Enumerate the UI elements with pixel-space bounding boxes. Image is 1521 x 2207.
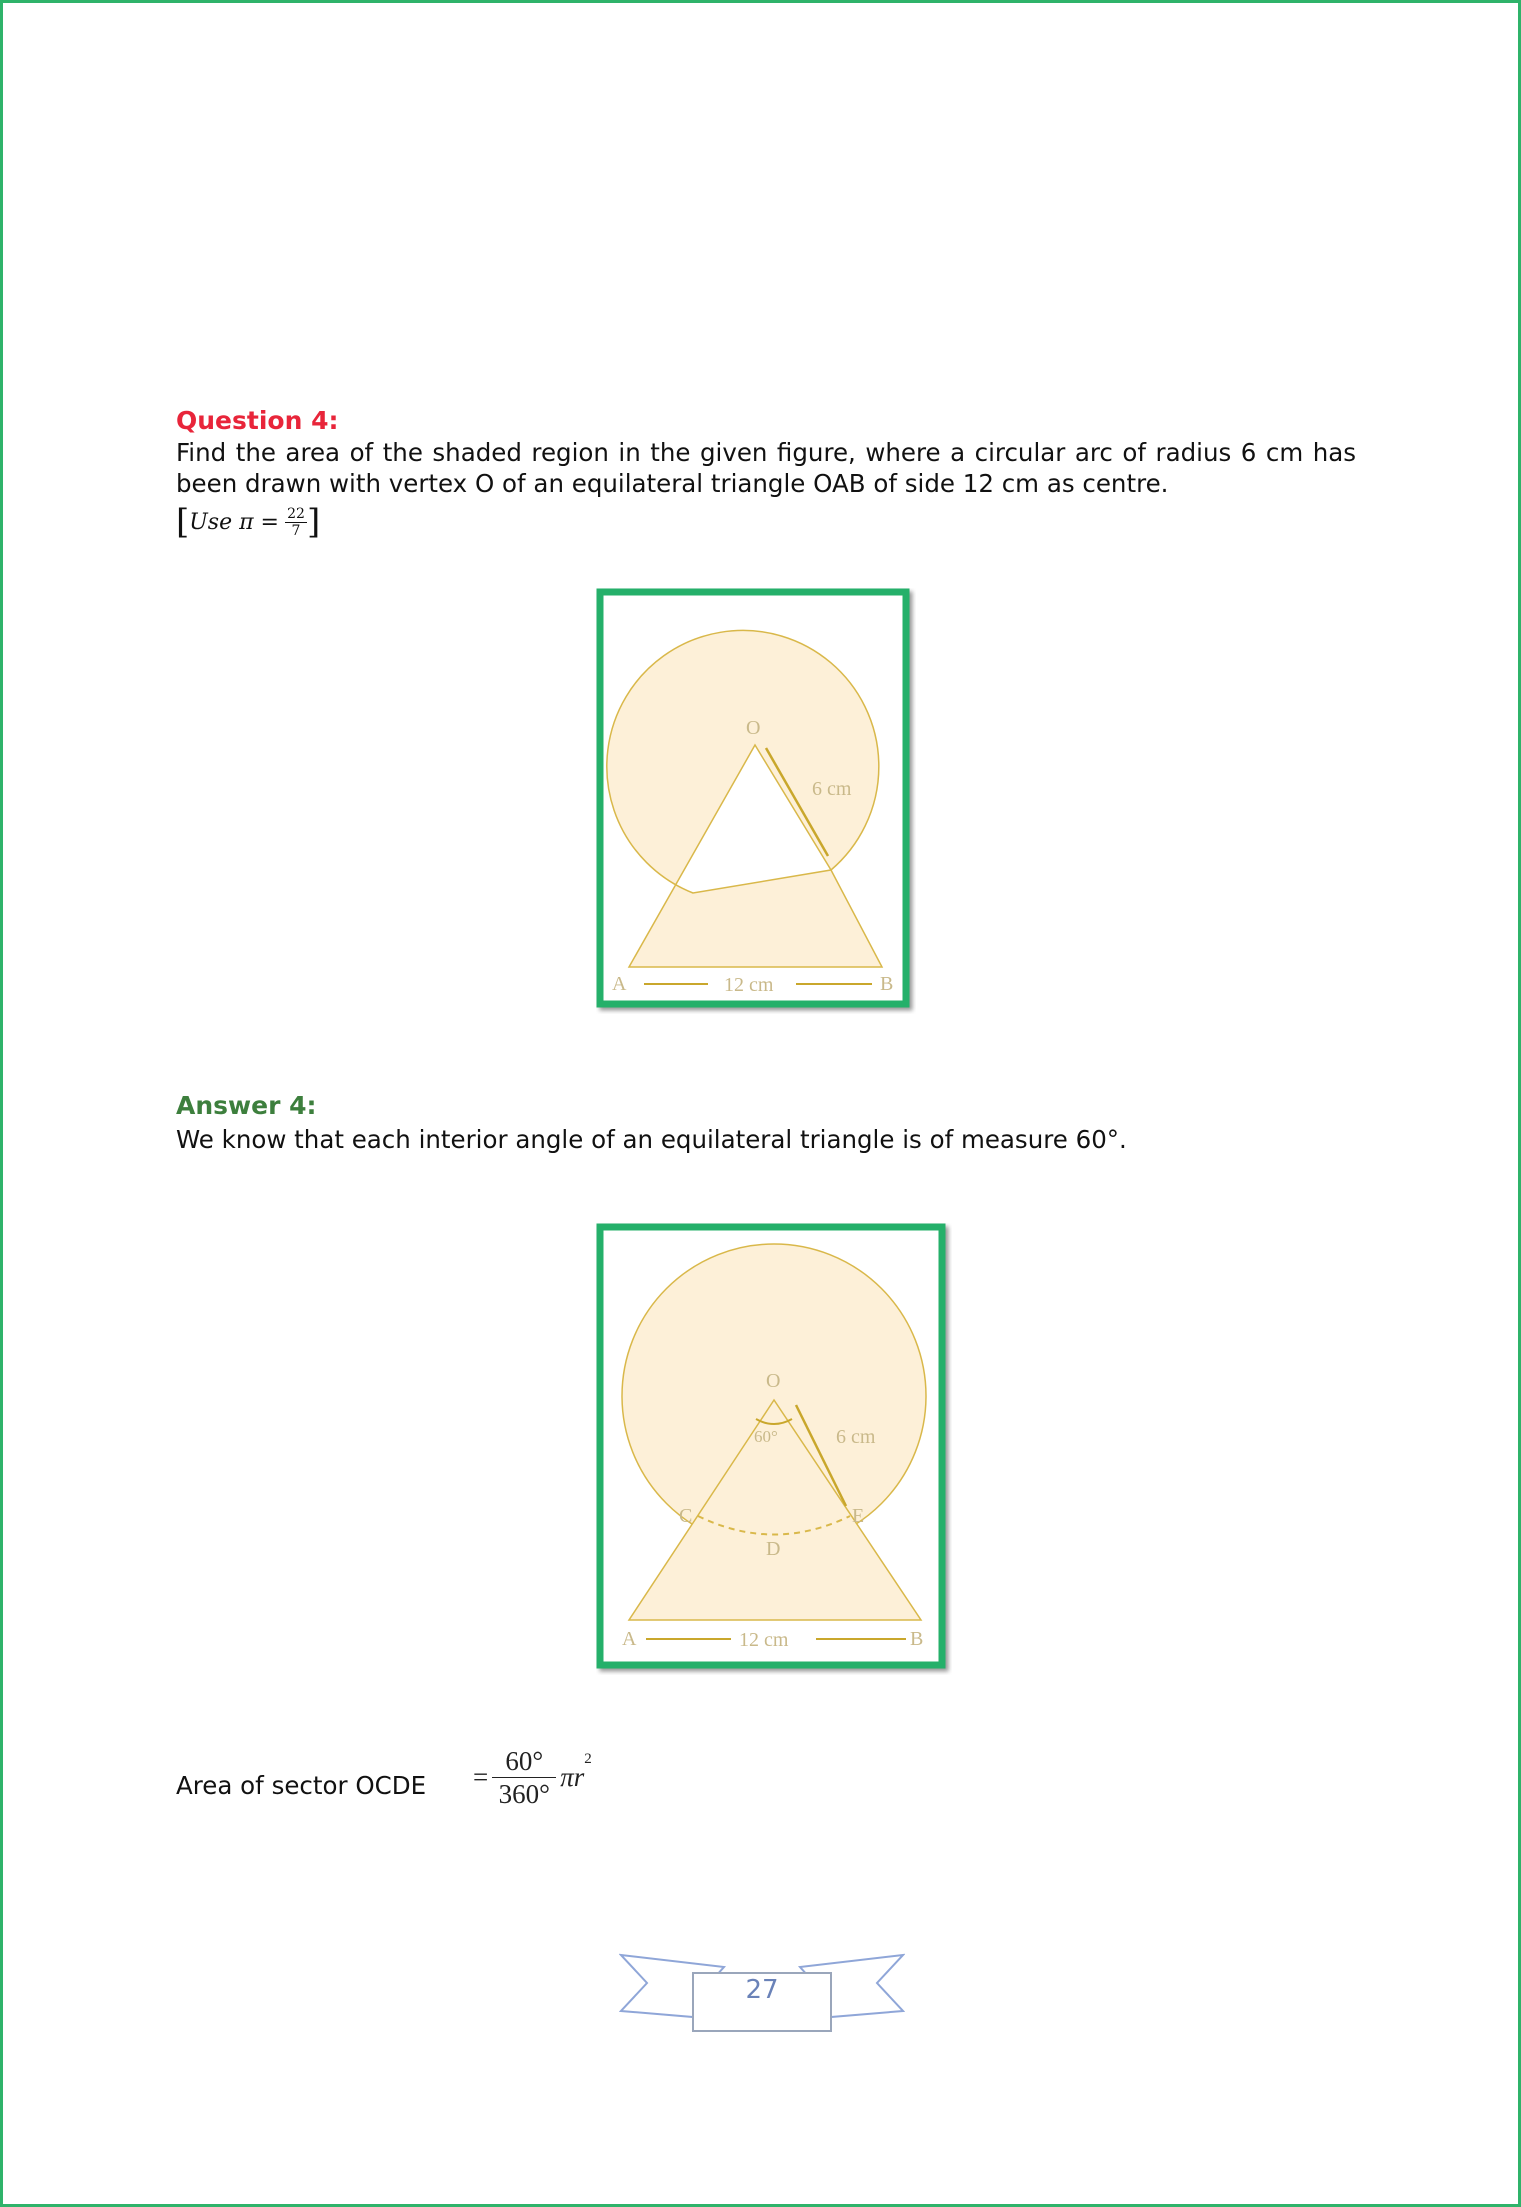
label-a: A (622, 1628, 637, 1650)
formula-tail: πr (560, 1762, 585, 1792)
question-title: Question 4: (176, 406, 339, 435)
side-label: 12 cm (724, 974, 774, 996)
answer-text: We know that each interior angle of an equilateral triangle is of measure 60°. (176, 1125, 1127, 1154)
angle-label: 60° (754, 1427, 778, 1446)
label-d: D (766, 1538, 781, 1560)
radius-label: 6 cm (836, 1426, 876, 1448)
page-number: 27 (745, 1975, 779, 2005)
label-o: O (746, 717, 761, 739)
pi-fraction (285, 506, 307, 539)
label-b: B (910, 1628, 924, 1650)
question-text: Find the area of the shaded region in the given figure, where a circular arc of radius 6 cm has been drawn with vertex O of an equilateral triangle OAB of side 12 cm as centre. (176, 438, 1356, 498)
sector-formula (473, 1745, 592, 1810)
figure-2 (596, 1223, 952, 1675)
figure-1 (596, 588, 916, 1014)
label-a: A (612, 973, 627, 995)
side-label: 12 cm (739, 1629, 789, 1651)
formula-label: Area of sector OCDE (176, 1771, 427, 1800)
formula-equals: = (473, 1762, 489, 1792)
label-c: C (679, 1505, 693, 1527)
label-b: B (880, 973, 894, 995)
pi-hint: [ Use π = $\frac{22}{7}$ ] (176, 502, 321, 542)
formula-exponent: 2 (584, 1751, 592, 1767)
pi-denominator: 7 (291, 522, 301, 539)
radius-label: 6 cm (812, 778, 852, 800)
formula-numerator: 60° (505, 1746, 544, 1776)
pi-hint-prefix: Use π = (189, 509, 279, 535)
answer-title: Answer 4: (176, 1091, 317, 1120)
label-o: O (766, 1370, 781, 1392)
label-e: E (852, 1505, 865, 1527)
formula-denominator: 360° (498, 1779, 550, 1809)
formula-fraction (492, 1745, 556, 1810)
pi-numerator: 22 (287, 505, 305, 522)
